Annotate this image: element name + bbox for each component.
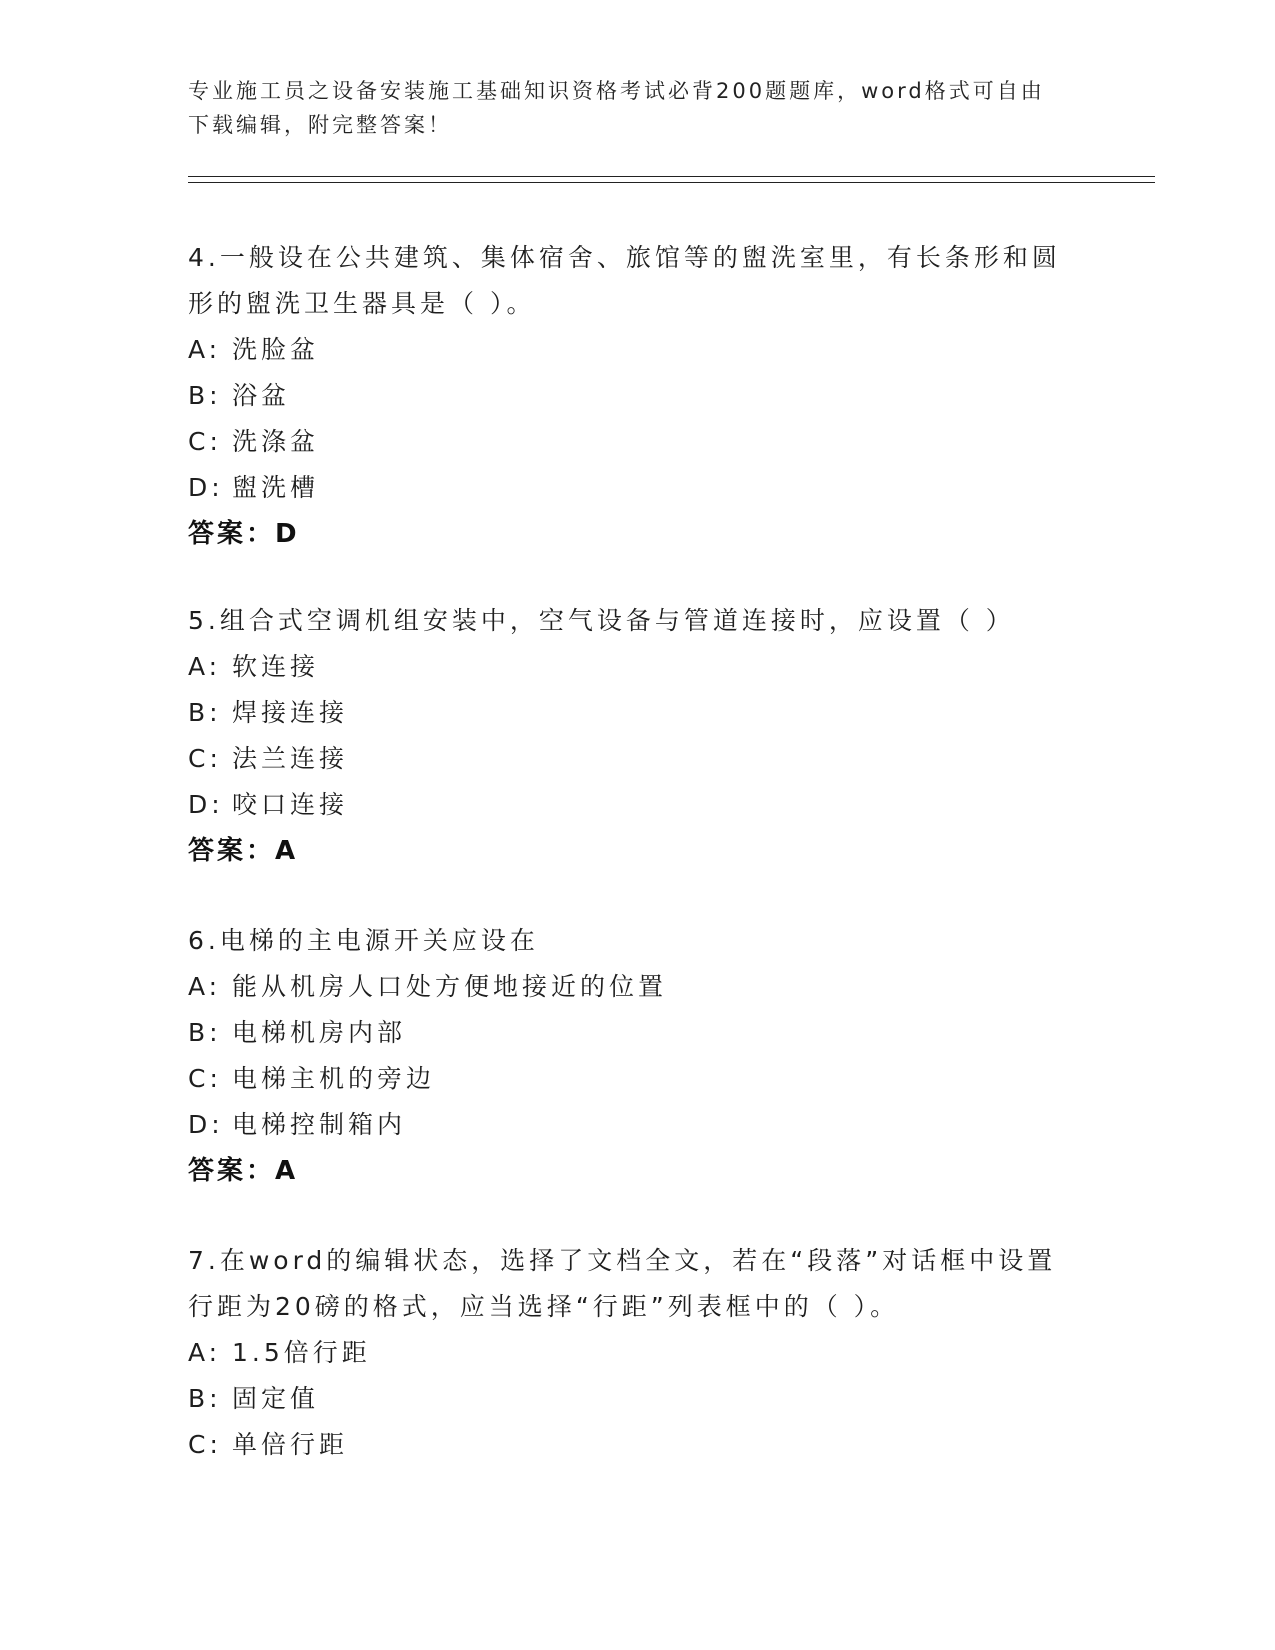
option-letter: A:	[188, 335, 222, 364]
option-c	[188, 419, 1088, 465]
option-text: 洗涤盆	[232, 427, 320, 456]
option-letter: D:	[188, 1110, 224, 1139]
question-stem	[188, 1238, 1088, 1330]
option-text: 软连接	[232, 652, 320, 681]
option-letter: D:	[188, 790, 224, 819]
option-text: 固定值	[232, 1384, 320, 1413]
option-text: 咬口连接	[232, 790, 349, 819]
option-d	[188, 782, 1088, 828]
answer-line: 答案：D	[188, 519, 300, 549]
question-stem-line: 行距为20磅的格式，应当选择“行距”列表框中的（ ）。	[188, 1292, 900, 1321]
answer-line: 答案：A	[188, 836, 299, 866]
option-text: 洗脸盆	[232, 335, 320, 364]
question-5	[188, 598, 1088, 874]
option-a	[188, 644, 1088, 690]
question-7	[188, 1238, 1088, 1468]
option-letter: A:	[188, 1338, 222, 1367]
header-line-2: 下载编辑，附完整答案！	[188, 113, 452, 137]
option-text: 电梯控制箱内	[232, 1110, 407, 1139]
option-text: 能从机房人口处方便地接近的位置	[232, 972, 668, 1001]
option-b	[188, 373, 1088, 419]
question-stem-line: 6.电梯的主电源开关应设在	[188, 926, 539, 955]
option-letter: B:	[188, 698, 222, 727]
option-c	[188, 1056, 1088, 1102]
option-letter: C:	[188, 744, 222, 773]
option-b	[188, 690, 1088, 736]
question-stem-line: 形的盥洗卫生器具是（ ）。	[188, 289, 536, 318]
question-stem-line: 4.一般设在公共建筑、集体宿舍、旅馆等的盥洗室里，有长条形和圆	[188, 243, 1061, 272]
option-a	[188, 1330, 1088, 1376]
option-text: 电梯机房内部	[232, 1018, 407, 1047]
header-line-1: 专业施工员之设备安装施工基础知识资格考试必背200题题库，word格式可自由	[188, 79, 1045, 103]
question-stem-line: 5.组合式空调机组安装中，空气设备与管道连接时，应设置（ ）	[188, 606, 1015, 635]
answer-line: 答案：A	[188, 1156, 299, 1186]
question-4	[188, 235, 1088, 557]
option-c	[188, 736, 1088, 782]
option-d	[188, 1102, 1088, 1148]
question-stem	[188, 918, 1088, 964]
option-letter: B:	[188, 1018, 222, 1047]
option-letter: A:	[188, 652, 222, 681]
option-letter: C:	[188, 427, 222, 456]
option-letter: C:	[188, 1430, 222, 1459]
option-letter: A:	[188, 972, 222, 1001]
option-letter: C:	[188, 1064, 222, 1093]
option-letter: B:	[188, 381, 222, 410]
option-text: 盥洗槽	[232, 473, 320, 502]
header-divider	[188, 176, 1155, 183]
question-stem-line: 7.在word的编辑状态，选择了文档全文，若在“段落”对话框中设置	[188, 1246, 1057, 1275]
option-a	[188, 964, 1088, 1010]
option-c	[188, 1422, 1088, 1468]
question-stem	[188, 598, 1088, 644]
option-letter: B:	[188, 1384, 222, 1413]
option-b	[188, 1010, 1088, 1056]
question-stem	[188, 235, 1088, 327]
option-text: 电梯主机的旁边	[232, 1064, 436, 1093]
question-6	[188, 918, 1088, 1194]
option-b	[188, 1376, 1088, 1422]
option-text: 单倍行距	[232, 1430, 349, 1459]
option-d	[188, 465, 1088, 511]
option-text: 焊接连接	[232, 698, 349, 727]
option-text: 浴盆	[232, 381, 291, 410]
document-header	[188, 74, 1068, 142]
option-text: 1.5倍行距	[232, 1338, 371, 1367]
option-text: 法兰连接	[232, 744, 349, 773]
option-letter: D:	[188, 473, 224, 502]
option-a	[188, 327, 1088, 373]
